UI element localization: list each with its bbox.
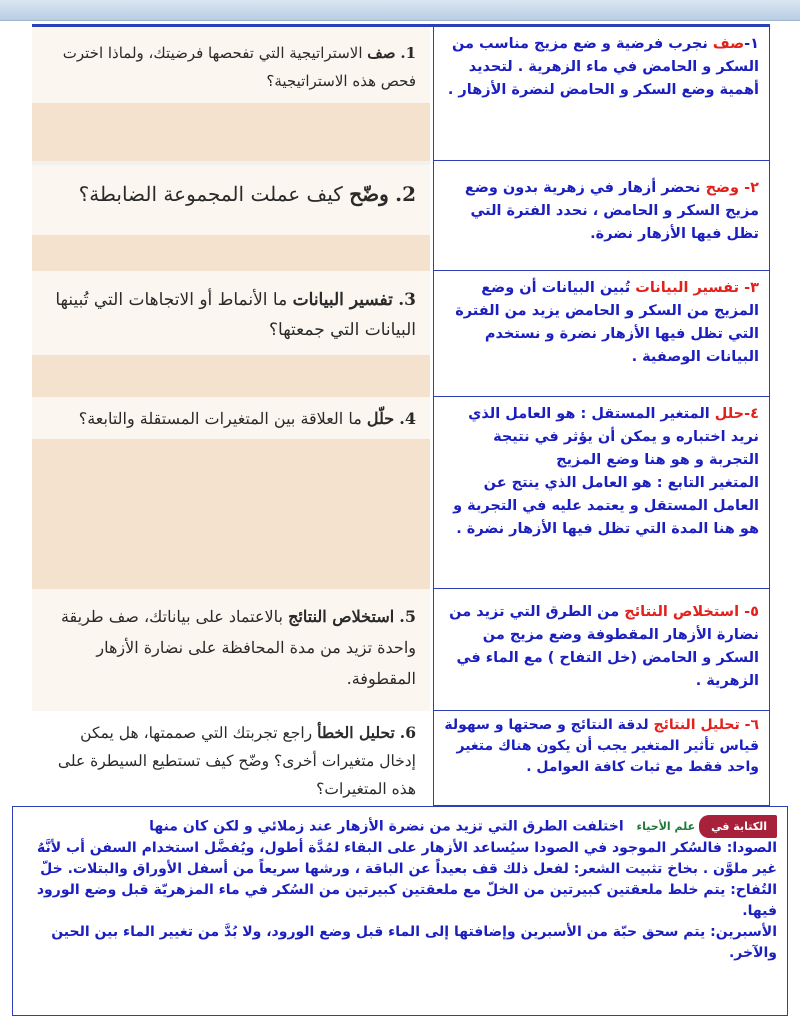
a1-number: ١- [744,36,759,52]
q6-number: 6. [399,723,416,742]
a6-keyword: تحليل النتائج [653,717,740,733]
book-question-3 [32,271,430,397]
top-banner [0,0,800,21]
answer-4 [433,397,770,589]
a5-number: ٥- [744,604,759,620]
badge-subject: علم الأحياء [636,820,696,833]
a5-text: من الطرق التي تزيد من نضارة الأزهار المقطوفة وضع مزيج من السكر و الحامض (خل التفاح ) مع الماء في الزهرية . [449,604,759,689]
q6-text: راجع تجربتك التي صممتها، هل يمكن إدخال متغيرات أخرى؟ وضّح كيف تستطيع السيطرة على هذه المتغيرات؟ [57,724,416,798]
a1-keyword: صف [712,36,745,52]
a4-keyword: حلل [714,406,745,422]
a3-number: ٣- [744,280,759,296]
q3-number: 3. [398,290,416,310]
a2-text: نحضر أزهار في زهرية بدون وضع مزيج السكر و الحامض ، نحدد الفترة التي تظل فيها الأزهار نضرة. [464,180,759,242]
a3-text: تُبين البيانات أن وضع المزيج من السكر و الحامض يزيد من الفترة التي تظل فيها الأزهار نضرة و نستخدم البيانات الوصفية . [455,280,759,365]
q3-keyword: تفسير البيانات [292,290,393,310]
qa-table [32,24,770,806]
q1-number: 1. [400,44,416,62]
q2-number: 2. [395,182,416,206]
book-question-6 [32,711,430,806]
book-question-1 [32,27,430,161]
q4-keyword: حلّل [366,409,395,428]
q1-keyword: صف [367,44,396,62]
book-question-4 [32,397,430,589]
badge-label: الكتابة في [699,815,777,838]
answer-6 [433,711,770,806]
row-2 [32,161,770,271]
row-6 [32,711,770,806]
a6-number: ٦- [744,717,759,733]
a4-number: ٤- [744,406,759,422]
book-question-5 [32,589,430,711]
row-3 [32,271,770,397]
q1-text: الاستراتيجية التي تفحصها فرضيتك، ولماذا اخترت فحص هذه الاستراتيجية؟ [62,44,416,90]
row-1 [32,27,770,161]
a6-text: لدقة النتائج و صحتها و سهولة قياس تأثير المتغير يجب أن يكون هناك متغير واحد فقط مع ثبات كافة العوامل . [444,717,759,775]
a1-text: نجرب فرضية و ضع مزيج مناسب من السكر و الحامض في ماء الزهرية . لتحديد أهمية وضع السكر و الحامض لنضرة الأزهار . [447,36,759,98]
writing-methods: الصودا: فالسُكر الموجود في الصودا سيُساعد الأزهار على البقاء لمُدَّة أطول، ويُفضَّل استخدام السفن أب لأنَّهُ غير ملوَّن . بخاخ تثبيت الشعر: لفعل ذلك قف بعيداً عن الباقة ، ورشها سريعاً من أسفل الأوراق والبتلات. خلّ التُفاح: يتم خلط ملعقتين كبيرتين من الخلّ مع ملعقتين كبيرتين من السُكر في ماء المزهريّة قبل وضع الورود فيها. [36,840,777,919]
row-4 [32,397,770,589]
a3-keyword: تفسير البيانات [635,280,740,296]
a5-keyword: استخلاص النتائج [624,604,740,620]
q5-text: بالاعتماد على بياناتك، صف طريقة واحدة تزيد من مدة المحافظة على نضارة الأزهار المقطوفة. [60,607,416,688]
q5-number: 5. [399,607,416,626]
a4-independent-text: المتغير المستقل : هو العامل الذي نريد اختباره و يمكن أن يؤثر في نتيجة التجربة و هو هنا وضع المزيج [468,406,759,468]
writing-intro: اختلفت الطرق التي تزيد من نضرة الأزهار عند زملائي و لكن كان منها [149,818,624,835]
answer-2 [433,161,770,271]
answer-5 [433,589,770,711]
a2-number: ٢- [744,180,759,196]
q5-keyword: استخلاص النتائج [288,607,395,626]
writing-box [12,806,788,1016]
writing-aspirin: الأسبرين: يتم سحق حبّة من الأسبرين وإضافتها إلى الماء قبل وضع الورود، ولا بُدَّ من تغيير الماء بين الحين والآخر. [51,924,777,961]
a2-keyword: وضح [705,180,740,196]
q3-text: ما الأنماط أو الاتجاهات التي تُبينها البيانات التي جمعتها؟ [55,290,416,340]
answer-3 [433,271,770,397]
a4-dependent-text: المتغير التابع : هو العامل الذي ينتج عن العامل المستقل و يعتمد عليه في التجربة و هو هنا المدة التي تظل فيها الأزهار نضرة . [453,475,759,537]
answer-1 [433,27,770,161]
q6-keyword: تحليل الخطأ [317,723,395,742]
q2-keyword: وضّح [349,182,389,206]
q4-number: 4. [399,409,416,428]
row-5 [32,589,770,711]
q4-text: ما العلاقة بين المتغيرات المستقلة والتابعة؟ [78,409,362,428]
book-question-2 [32,161,430,271]
q2-text: كيف عملت المجموعة الضابطة؟ [78,182,343,206]
writing-badge [637,815,777,838]
